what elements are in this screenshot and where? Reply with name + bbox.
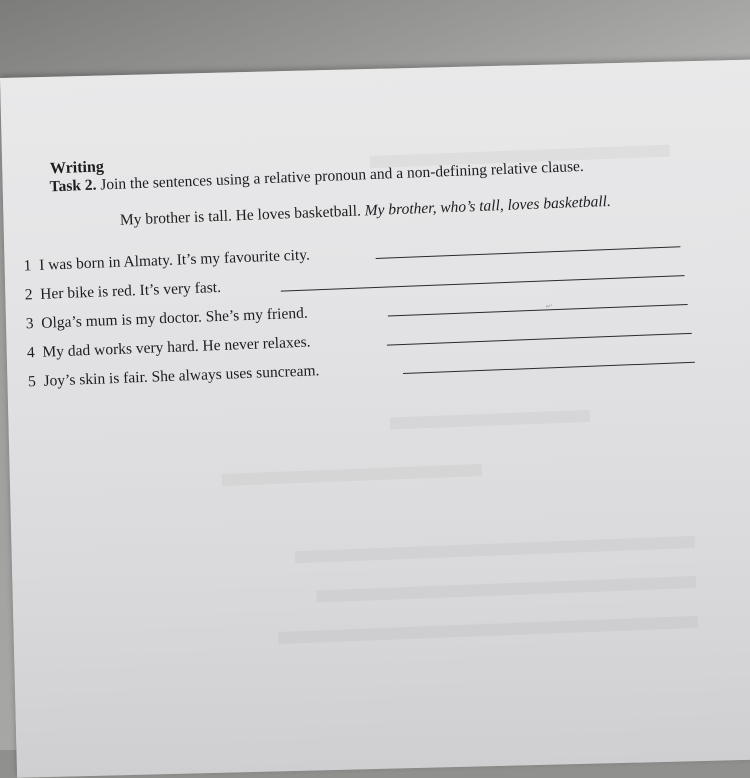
answer-line-2[interactable] [281,275,685,292]
task-label: Task 2. [49,176,97,196]
item-number: 5 [27,373,37,391]
answer-line-4[interactable] [387,333,692,346]
show-through-text [295,536,695,563]
example-answer: My brother, who’s tall, loves basketball. [364,192,612,220]
exercise-item-4 [27,334,311,363]
exercise-item-1 [23,246,310,275]
item-text: I was born in Almaty. It’s my favourite city. [38,246,311,274]
item-text: Her bike is red. It’s very fast. [39,278,222,303]
item-number: 2 [24,286,33,304]
task-heading [49,158,584,197]
answer-line-5[interactable] [403,362,695,374]
item-text: Joy’s skin is fair. She always uses suncream. [43,362,320,390]
item-number: 4 [26,344,36,362]
section-title: Writing [49,158,105,178]
show-through-text [390,410,590,430]
show-through-text [278,616,698,644]
item-number: 3 [25,315,34,333]
item-text: Olga’s mum is my doctor. She’s my friend. [41,304,309,332]
example-prompt: My brother is tall. He loves basketball. [119,202,362,229]
answer-line-3[interactable] [388,304,688,317]
show-through-text [316,576,696,603]
example-sentence [120,193,612,230]
pencil-mark: ~· [544,300,554,312]
exercise-item-5 [28,362,320,391]
item-text: My dad works very hard. He never relaxes. [42,333,311,361]
task-instruction: Join the sentences using a relative pronoun and a non-defining relative clause. [99,157,585,194]
exercise-item-2 [24,279,221,305]
show-through-text [222,464,482,486]
exercise-item-3 [26,305,308,334]
answer-line-1[interactable] [376,246,681,259]
item-number: 1 [23,257,32,275]
